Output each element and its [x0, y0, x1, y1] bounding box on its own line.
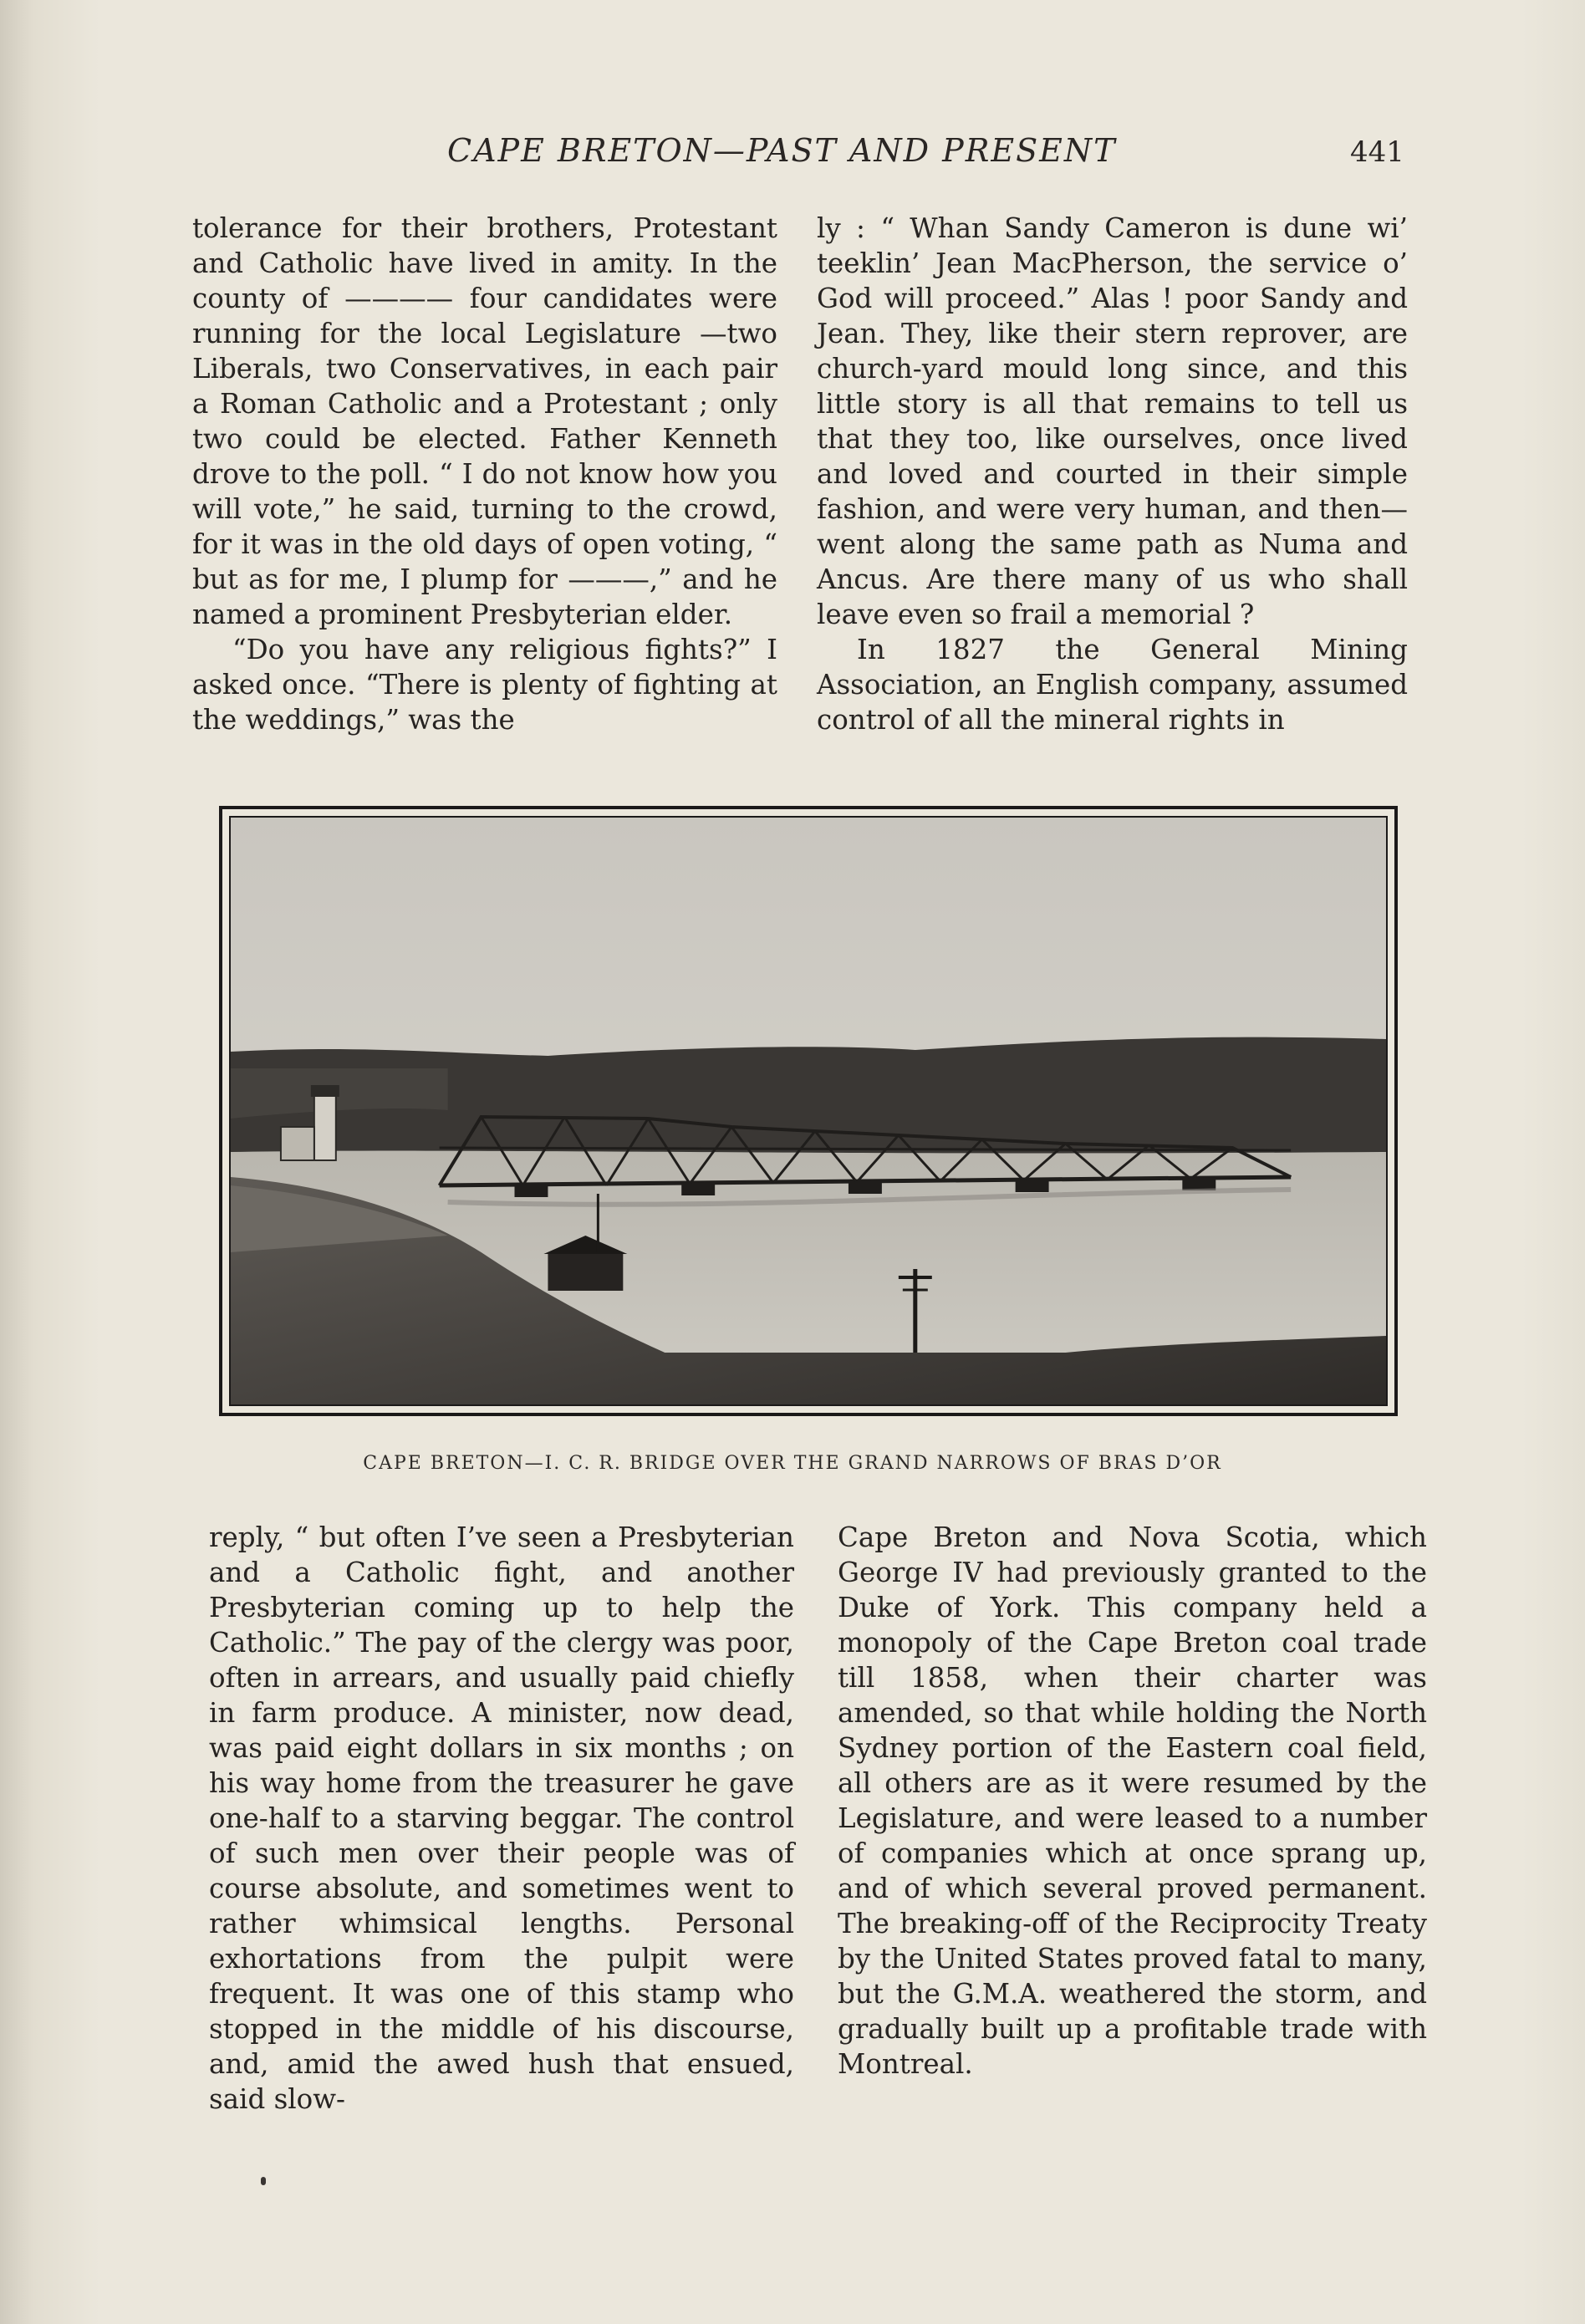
column-bottom-right	[838, 1520, 1427, 2082]
figure-caption: CAPE BRETON—I. C. R. BRIDGE OVER THE GRAND NARROWS OF BRAS D’OR	[363, 1453, 1222, 1474]
bridge-photo-image	[231, 818, 1386, 1404]
paragraph: Cape Breton and Nova Scotia, which George IV had previously granted to the Duke of York. This company held a monopoly of the Cape Breton coal trade till 1858, when their charter was amended, so that while holding the North Sydney portion of the Eastern coal field, all others are as it were resumed by the Legislature, and were leased to a number of companies which at once sprang up, and of which several proved permanent. The breaking-off of the Reciprocity Treaty by the United States proved fatal to many, but the G.M.A. weathered the storm, and gradually built up a profitable trade with Montreal.	[838, 1521, 1427, 2080]
paragraph: reply, “ but often I’ve seen a Presbyterian and a Catholic fight, and another Presbyterian coming up to help the Catholic.” The pay of the clergy was poor, often in arrears, and usually paid chiefly in farm produce. A minister, now dead, was paid eight dollars in six months ; on his way home from the treasurer he gave one-half to a starving beggar. The control of such men over their people was of course absolute, and sometimes went to rather whimsical lengths. Personal exhortations from the pulpit were frequent. It was one of this stamp who stopped in the middle of his discourse, and, amid the awed hush that ensued, said slow-	[209, 1521, 794, 2115]
running-head	[0, 132, 1585, 182]
paragraph: tolerance for their brothers, Protestant and Catholic have lived in amity. In the county of ———— four candidates were running for the local Legislature —two Liberals, two Conservatives, in each pair a Roman Catholic and a Protestant ; only two could be elected. Father Kenneth drove to the poll. “ I do not know how you will vote,” he said, turning to the crowd, for it was in the old days of open voting, “ but as for me, I plump for ———,” and he named a prominent Presbyterian elder.	[192, 212, 777, 630]
ink-speck	[261, 2177, 266, 2185]
page-number: 441	[1350, 135, 1404, 169]
column-top-right	[817, 211, 1408, 737]
paragraph: In 1827 the General Mining Association, an English company, assumed control of all the mineral rights in	[817, 634, 1408, 736]
column-bottom-left	[209, 1520, 794, 2117]
paragraph: “Do you have any religious fights?” I asked once. “There is plenty of fighting at the weddings,” was the	[192, 634, 777, 736]
running-title: CAPE BRETON—PAST AND PRESENT	[447, 132, 1117, 169]
photo-frame	[229, 816, 1388, 1406]
column-top-left	[192, 211, 777, 737]
paragraph: ly : “ Whan Sandy Cameron is dune wi’ teeklin’ Jean MacPherson, the service o’ God will proceed.” Alas ! poor Sandy and Jean. They, like their stern reprover, are church-yard mould long since, and this little story is all that remains to tell us that they too, like ourselves, once lived and loved and courted in their simple fashion, and were very human, and then—went along the same path as Numa and Ancus. Are there many of us who shall leave even so frail a memorial ?	[817, 212, 1408, 630]
bridge-photograph	[219, 806, 1398, 1416]
